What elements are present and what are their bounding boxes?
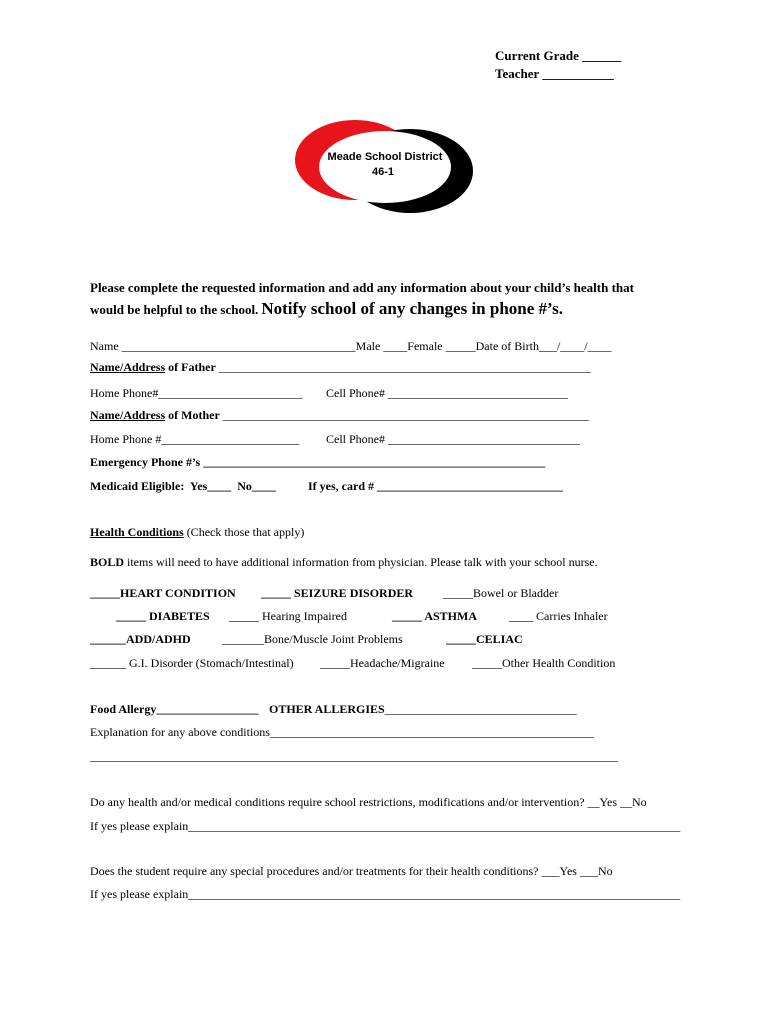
health-conditions-heading — [90, 525, 304, 540]
explanation-extra-line[interactable]: ________________________________________________________________________________________ — [90, 749, 618, 763]
father-of: of Father — [165, 360, 216, 374]
father-label: Name/Address — [90, 360, 166, 374]
teacher-field[interactable]: Teacher ___________ — [495, 66, 614, 81]
district-logo — [293, 118, 473, 214]
intro-line-2-start: would be helpful to the school. — [90, 302, 259, 317]
celiac-option[interactable]: _____CELIAC — [446, 632, 523, 646]
intro-line-1: Please complete the requested information and add any information about your child’s health that — [90, 280, 634, 295]
name-line[interactable]: Name _______________________________________Male ____Female _____Date of Birth___/____/____ — [90, 339, 612, 353]
home-phone-mother[interactable]: Home Phone #_______________________ — [90, 432, 300, 446]
logo-name: Meade School District — [327, 151, 443, 163]
explanation-field[interactable]: Explanation for any above conditions______________________________________________________ — [90, 725, 594, 739]
father-blank[interactable]: ______________________________________________________________ — [215, 360, 591, 374]
other-health-condition-option[interactable]: _____Other Health Condition — [472, 656, 616, 670]
restrictions-explain-field[interactable]: If yes please explain__________________________________________________________________________________ — [90, 819, 681, 833]
intro-line-2 — [90, 298, 563, 321]
headache-migraine-option[interactable]: _____Headache/Migraine — [320, 656, 445, 670]
mother-line[interactable] — [90, 408, 589, 423]
medicaid-eligible[interactable]: Medicaid Eligible: Yes____ No____ — [90, 479, 276, 493]
home-phone-father[interactable]: Home Phone#________________________ — [90, 386, 303, 400]
add-adhd-option[interactable]: ______ADD/ADHD — [90, 632, 191, 646]
carries-inhaler-option[interactable]: ____ Carries Inhaler — [509, 609, 608, 623]
hearing-impaired-option[interactable]: _____ Hearing Impaired — [229, 609, 347, 623]
gi-disorder-option[interactable]: ______ G.I. Disorder (Stomach/Intestinal) — [90, 656, 294, 670]
bold-note-text: items will need to have additional information from physician. Please talk with your school nurse. — [124, 555, 598, 569]
current-grade-field[interactable]: Current Grade ______ — [495, 48, 622, 63]
bold-items-note — [90, 555, 598, 570]
mother-blank[interactable]: _____________________________________________________________ — [219, 408, 589, 422]
health-title: Health Conditions — [90, 525, 184, 539]
bold-word: BOLD — [90, 555, 125, 569]
food-allergy-field[interactable]: Food Allergy_________________ — [90, 702, 259, 716]
other-allergies-label: OTHER ALLERGIES — [269, 702, 385, 716]
restrictions-question[interactable]: Do any health and/or medical conditions require school restrictions, modifications and/or intervention? __Yes __No — [90, 795, 647, 809]
medicaid-card-number[interactable]: If yes, card # _______________________________ — [308, 479, 563, 493]
emergency-phone-line[interactable]: Emergency Phone #’s _________________________________________________________ — [90, 455, 546, 469]
notify-phone-changes: Notify school of any changes in phone #’s. — [261, 299, 563, 318]
procedures-question[interactable]: Does the student require any special procedures and/or treatments for their health conditions? ___Yes ___No — [90, 864, 613, 878]
bowel-bladder-option[interactable]: _____Bowel or Bladder — [443, 586, 559, 600]
other-allergies-blank[interactable]: ________________________________ — [384, 702, 577, 716]
logo-number: 46-1 — [371, 166, 395, 178]
other-allergies-field[interactable] — [269, 702, 577, 717]
cell-phone-father[interactable]: Cell Phone# ______________________________ — [326, 386, 568, 400]
father-line[interactable] — [90, 360, 591, 375]
health-title-note: (Check those that apply) — [183, 525, 305, 539]
diabetes-option[interactable]: _____ DIABETES — [116, 609, 210, 623]
mother-label: Name/Address — [90, 408, 166, 422]
asthma-option[interactable]: _____ ASTHMA — [392, 609, 478, 623]
seizure-disorder-option[interactable]: _____ SEIZURE DISORDER — [261, 586, 414, 600]
mother-of: of Mother — [165, 408, 220, 422]
heart-condition-option[interactable]: _____HEART CONDITION — [90, 586, 236, 600]
cell-phone-mother[interactable]: Cell Phone# ________________________________ — [326, 432, 580, 446]
bone-muscle-option[interactable]: _______Bone/Muscle Joint Problems — [222, 632, 403, 646]
procedures-explain-field[interactable]: If yes please explain__________________________________________________________________________________ — [90, 887, 681, 901]
